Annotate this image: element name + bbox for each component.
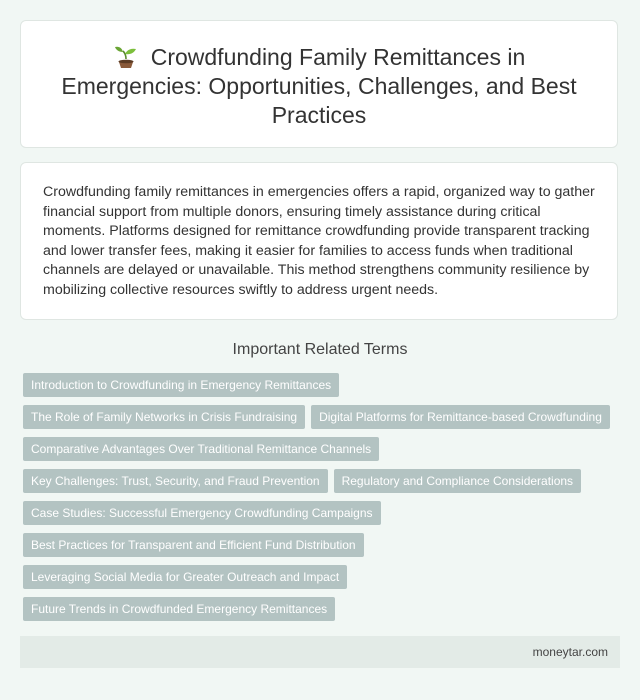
terms-row	[23, 565, 623, 597]
related-term-tag[interactable]: Regulatory and Compliance Considerations	[334, 469, 581, 493]
terms-row	[23, 437, 623, 469]
terms-row	[23, 597, 623, 629]
terms-row	[23, 469, 623, 501]
summary-text: Crowdfunding family remittances in emergencies offers a rapid, organized way to gather financial support from multiple donors, ensuring timely assistance during critical moments. Platforms designed for remittance crowdfunding provide transparent tracking and lower transfer fees, making it easier for families to access funds when traditional channels are delayed or unavailable. This method strengthens community resilience by mobilizing collective resources swiftly to address urgent needs.	[43, 184, 595, 298]
terms-row	[23, 405, 623, 437]
related-term-tag[interactable]: Key Challenges: Trust, Security, and Fraud Prevention	[23, 469, 328, 493]
related-term-tag[interactable]: Leveraging Social Media for Greater Outreach and Impact	[23, 565, 347, 589]
sprout-icon	[113, 45, 139, 69]
related-terms-list	[23, 373, 623, 629]
related-term-tag[interactable]: Future Trends in Crowdfunded Emergency Remittances	[23, 597, 335, 621]
footer	[20, 636, 620, 668]
related-term-tag[interactable]: Digital Platforms for Remittance-based Crowdfunding	[311, 405, 610, 429]
footer-site-link[interactable]: moneytar.com	[532, 645, 608, 659]
related-term-tag[interactable]: Case Studies: Successful Emergency Crowdfunding Campaigns	[23, 501, 381, 525]
title-card	[20, 20, 618, 148]
related-term-tag[interactable]: Comparative Advantages Over Traditional Remittance Channels	[23, 437, 379, 461]
summary-card	[20, 162, 618, 320]
terms-row	[23, 501, 623, 533]
related-term-tag[interactable]: The Role of Family Networks in Crisis Fundraising	[23, 405, 305, 429]
page-title	[51, 43, 587, 130]
related-term-tag[interactable]: Introduction to Crowdfunding in Emergency Remittances	[23, 373, 339, 397]
related-terms-heading: Important Related Terms	[232, 341, 408, 358]
terms-row	[23, 533, 623, 565]
page-title-text: Crowdfunding Family Remittances in Emergencies: Opportunities, Challenges, and Best Practices	[61, 44, 577, 128]
related-term-tag[interactable]: Best Practices for Transparent and Efficient Fund Distribution	[23, 533, 364, 557]
terms-row	[23, 373, 623, 405]
